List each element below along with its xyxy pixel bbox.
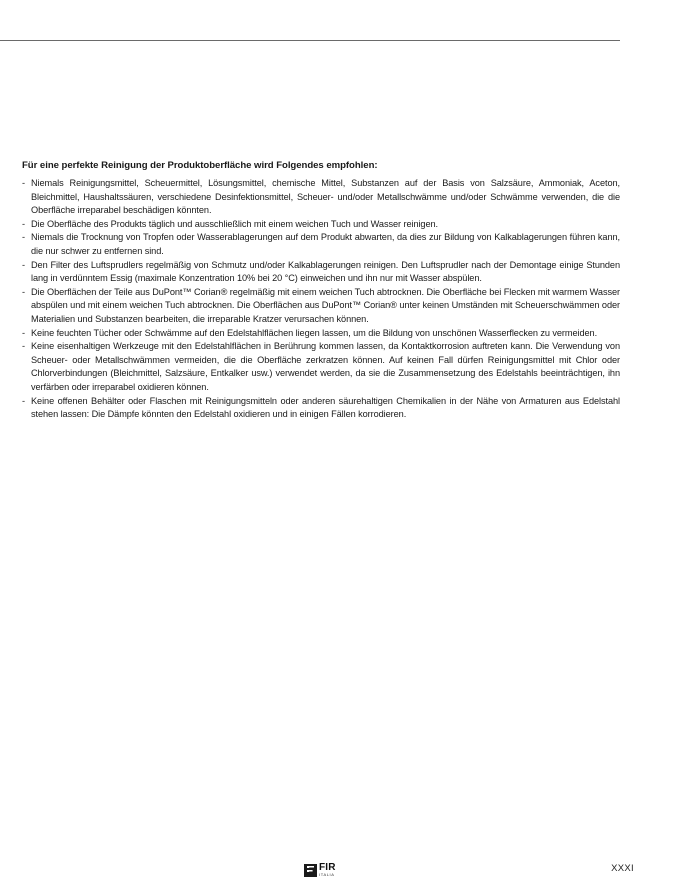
list-item-text: Keine eisenhaltigen Werkzeuge mit den Edelstahlflächen in Berührung kommen lassen, da Kontaktkorrosion auftreten kann. Die Verwendung von Scheuer- oder Metallschwämmen vermeiden, die die Oberfläche zerkratzen können. Auf keinen Fall dürfen Reinigungsmittel mit Chlor oder Chlorverbindungen (Bleichmittel, Salzsäure, Entkalker usw.) verwendet werden, da sie die Zusammensetzung des Edelstahls beeinträchtigen, ihn verfärben oder irreparabel oxidieren können. bbox=[31, 341, 620, 392]
header-divider bbox=[0, 40, 620, 41]
list-item bbox=[22, 286, 620, 327]
cleaning-tips-list bbox=[22, 177, 620, 422]
bullet-dash: - bbox=[22, 232, 25, 243]
bullet-dash: - bbox=[22, 259, 25, 270]
list-item-text: Die Oberflächen der Teile aus DuPont™ Corian® regelmäßig mit einem weichen Tuch abtrocknen. Die Oberfläche bei Flecken mit warmem Wasser abspülen und mit einem weichen Tuch abtrocknen. Die Oberflächen aus DuPont™ Corian® unter keinen Umständen mit Scheuerschwämmen oder Materialien und Substanzen bearbeiten, die irreparable Kratzer verursachen können. bbox=[31, 286, 620, 324]
bullet-dash: - bbox=[22, 178, 25, 188]
list-item bbox=[22, 231, 620, 258]
list-item bbox=[22, 259, 620, 286]
logo-sub-text: ITALIA bbox=[319, 872, 335, 877]
list-item bbox=[22, 177, 620, 218]
list-item bbox=[22, 340, 620, 394]
section-heading: Für eine perfekte Reinigung der Produktoberfläche wird Folgendes empfohlen: bbox=[22, 160, 378, 171]
list-item-text: Keine feuchten Tücher oder Schwämme auf den Edelstahlflächen liegen lassen, um die Bildung von unschönen Wasserflecken zu vermeiden. bbox=[31, 327, 598, 338]
logo-main-text: FIR bbox=[319, 862, 336, 873]
list-item-text: Niemals Reinigungsmittel, Scheuermittel, Lösungsmittel, chemische Mittel, Substanzen auf der Basis von Salzsäure, Ammoniak, Aceton, Bleichmittel, Haushaltssäuren, verschiedene Desinfektionsmittel, Scheuer- und/oder Metallschwämme und/oder Schwämme verwenden, die die Oberfläche irreparabel beschädigen könnten. bbox=[31, 178, 620, 216]
list-item bbox=[22, 395, 620, 422]
list-item-text: Niemals die Trocknung von Tropfen oder Wasserablagerungen auf dem Produkt abwarten, da dies zur Bildung von Kalkablagerungen führen kann, die nur schwer zu entfernen sind. bbox=[31, 232, 620, 256]
list-item bbox=[22, 218, 620, 232]
fir-logo-icon bbox=[304, 864, 317, 877]
bullet-dash: - bbox=[22, 327, 25, 338]
list-item-text: Die Oberfläche des Produkts täglich und ausschließlich mit einem weichen Tuch und Wasser reinigen. bbox=[31, 218, 438, 229]
list-item bbox=[22, 327, 620, 341]
list-item-text: Keine offenen Behälter oder Flaschen mit Reinigungsmitteln oder anderen säurehaltigen Chemikalien in der Nähe von Armaturen aus Edelstahl stehen lassen: Die Dämpfe könnten den Edelstahl oxidieren und in einigen Fällen korrodieren. bbox=[31, 395, 620, 420]
bullet-dash: - bbox=[22, 341, 25, 352]
list-item-text: Den Filter des Luftsprudlers regelmäßig von Schmutz und/oder Kalkablagerungen reinigen. Den Luftsprudler nach der Demontage einige Stunden lang in verdünntem Essig (maximale Konzentration 10% bei 20 °C) einweichen und ihn nur mit Wasser abspülen. bbox=[31, 259, 620, 284]
cleaning-instructions bbox=[22, 159, 620, 422]
bullet-dash: - bbox=[22, 395, 25, 406]
fir-italia-logo bbox=[304, 862, 336, 878]
bullet-dash: - bbox=[22, 218, 25, 229]
bullet-dash: - bbox=[22, 286, 25, 297]
page-number: XXXI bbox=[611, 863, 634, 874]
logo-wordmark bbox=[319, 863, 336, 877]
